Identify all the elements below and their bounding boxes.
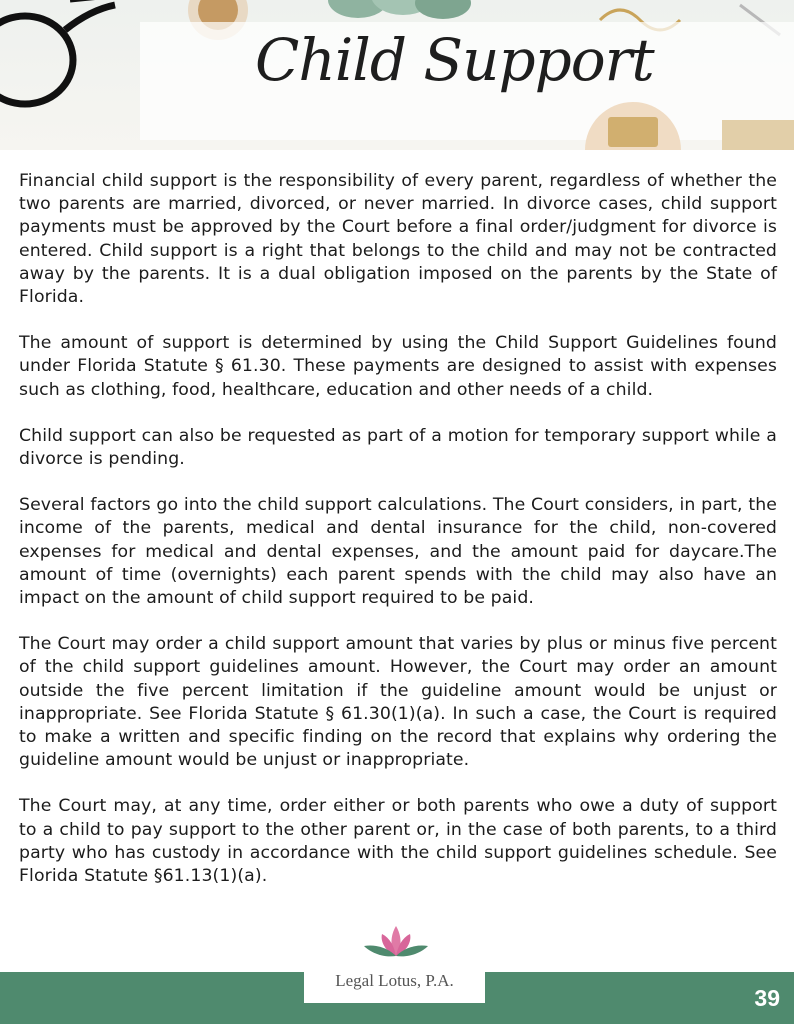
envelope-icon xyxy=(722,112,794,150)
paragraph-deviation: The Court may order a child support amount that varies by plus or minus five percent of the child support guidelines amount. However, the Court may order an amount outside the five percent limitation if the guideline amount would be unjust or inappropriate. See Florida Statute § 61.30(1)(a). In such a case, the Court is required to make a written and specific finding on the record that explains why ordering the guideline amount would be unjust or inappropriate. xyxy=(19,634,777,771)
main-content xyxy=(19,170,777,911)
page-title: Child Support xyxy=(255,26,654,94)
binder-clip-icon xyxy=(578,95,688,150)
paragraph-temporary-support: Child support can also be requested as part of a motion for temporary support while a divorce is pending. xyxy=(19,425,777,470)
paragraph-responsibility: Financial child support is the responsibility of every parent, regardless of whether the two parents are married, divorced, or never married. In divorce cases, child support payments must be approved by the Court before a final order/judgment for divorce is entered. Child support is a right that belongs to the child and may not be contracted away by the parents. It is a dual obligation imposed on the parents by the State of Florida. xyxy=(19,171,777,308)
page-number: 39 xyxy=(754,985,780,1011)
eyeglasses-icon xyxy=(0,0,140,120)
lotus-icon xyxy=(356,922,436,962)
paragraph-third-party: The Court may, at any time, order either or both parents who owe a duty of support to a child to pay support to the other parent or, in the case of both parents, to a third party who has custody in accordance with the child support guidelines schedule. See Florida Statute §61.13(1)(a). xyxy=(19,796,777,887)
header-banner xyxy=(0,0,794,150)
paragraph-guidelines: The amount of support is determined by using the Child Support Guidelines found under Florida Statute § 61.30. These payments are designed to assist with expenses such as clothing, food, healthcare, education and other needs of a child. xyxy=(19,333,777,400)
paragraph-factors: Several factors go into the child support calculations. The Court considers, in part, the income of the parents, medical and dental insurance for the child, non-covered expenses for medical and dental expenses, and the amount paid for daycare.The amount of time (overnights) each parent spends with the child may also have an impact on the amount of child support required to be paid. xyxy=(19,495,777,609)
logo-text: Legal Lotus, P.A. xyxy=(335,971,454,990)
logo xyxy=(304,958,485,1003)
